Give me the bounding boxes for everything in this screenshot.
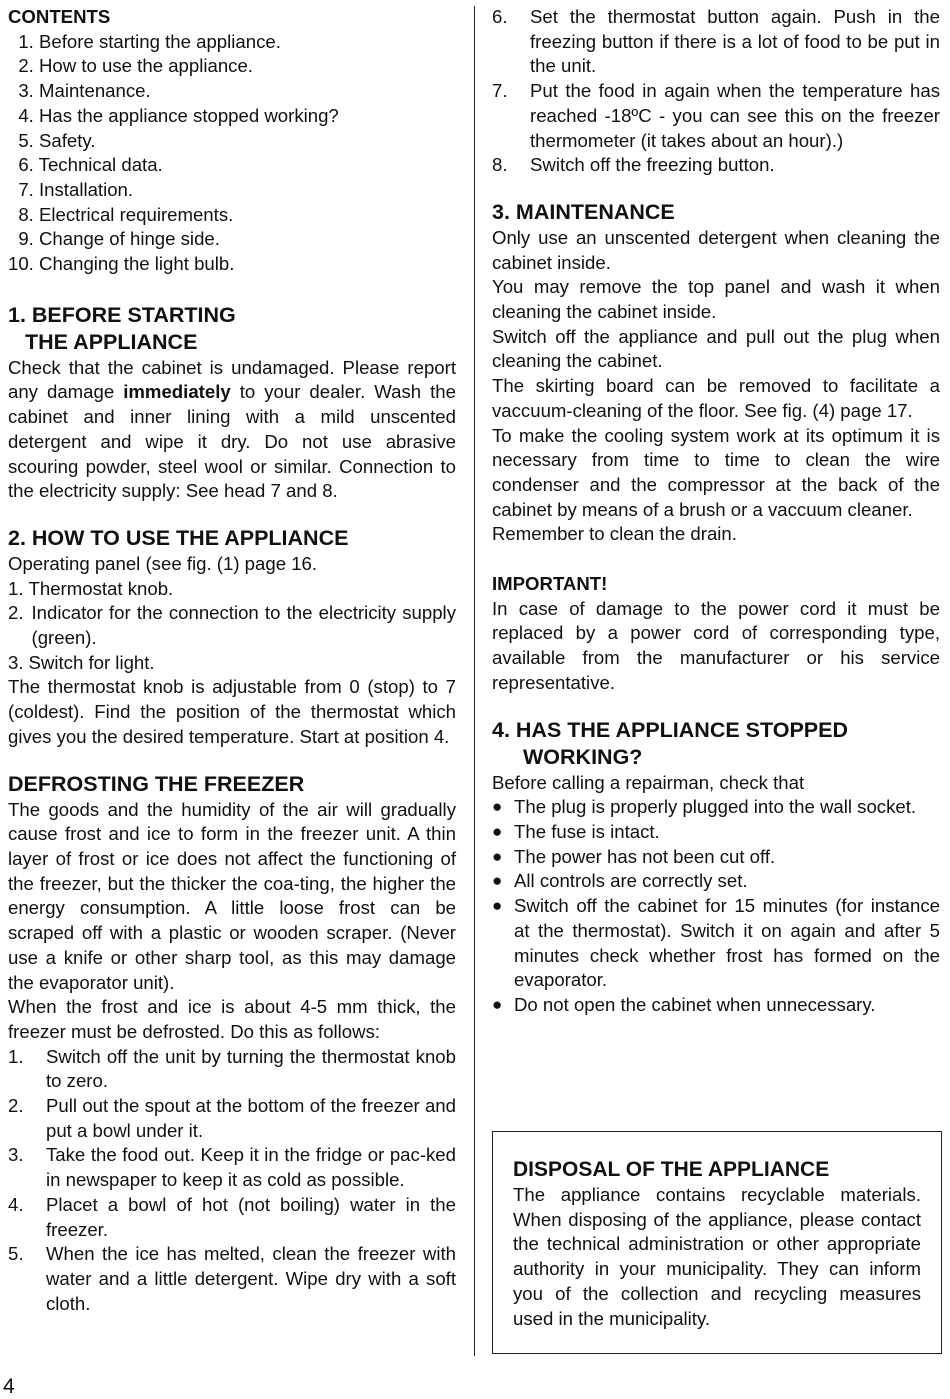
list-item bbox=[8, 651, 456, 676]
contents-item: 6. Technical data. bbox=[8, 154, 163, 176]
step-item bbox=[492, 79, 940, 153]
list-text: Thermostat knob. bbox=[28, 577, 174, 599]
section3-paragraph: Remember to clean the drain. bbox=[492, 523, 737, 545]
list-number: 2. bbox=[8, 602, 24, 624]
section2-intro: Operating panel (see fig. (1) page 16. bbox=[8, 552, 318, 574]
disposal-text: The appliance contains recyclable materials. When disposing of the appliance, please contact the technical administration or other appropriate authority in your municipality. They can inform you of the collection and recycling measures used in the municipality. bbox=[513, 1184, 921, 1329]
step-item bbox=[8, 1094, 456, 1143]
important-text: In case of damage to the power cord it must be replaced by a power cord of corresponding type, available from the manufacturer or his service representative. bbox=[492, 597, 940, 693]
right-column bbox=[492, 5, 940, 1018]
step-number: 5. bbox=[8, 1243, 24, 1265]
step-text: Placet a bowl of hot (not boiling) water in the freezer. bbox=[46, 1193, 456, 1240]
section1-text-start: Check that the cabinet is undamaged. Please report any damage bbox=[8, 356, 456, 403]
step-item bbox=[8, 1143, 456, 1192]
contents-item: 7. Installation. bbox=[8, 178, 134, 200]
step-item bbox=[492, 153, 940, 178]
checklist-item bbox=[492, 820, 940, 845]
step-text: Set the thermostat button again. Push in the freezing button if there is a lot of food to be put in the unit. bbox=[530, 6, 940, 77]
step-number: 3. bbox=[8, 1144, 24, 1166]
step-text: Switch off the unit by turning the thermostat knob to zero. bbox=[46, 1045, 456, 1092]
checklist-text: Switch off the cabinet for 15 minutes (for instance at the thermostat). Switch it on again and after 5 minutes check whether frost has formed on the evaporator. bbox=[514, 895, 940, 991]
step-text: When the ice has melted, clean the freezer with water and a little detergent. Wipe dry with a soft cloth. bbox=[46, 1243, 456, 1314]
step-number: 7. bbox=[492, 80, 508, 102]
page-number: 4 bbox=[3, 1375, 15, 1398]
section1-title: 1. BEFORE STARTING bbox=[8, 302, 236, 327]
section4-title-line2: WORKING? bbox=[523, 744, 643, 769]
contents-item: 1. Before starting the appliance. bbox=[8, 30, 281, 52]
important-title: IMPORTANT! bbox=[492, 573, 608, 595]
left-column bbox=[8, 5, 456, 1316]
defrost-text1: The goods and the humidity of the air will gradually cause frost and ice to form in the freezer unit. A thin layer of frost or ice does not affect the functioning of the freezer, but the thicker the coa-ting, the higher the energy consumption. A little loose frost can be scraped off with a plastic or wooden scraper. (Never use a knife or other sharp tool, as this may damage the evaporator unit). bbox=[8, 798, 456, 993]
checklist-item bbox=[492, 795, 940, 820]
contents-list bbox=[8, 30, 456, 277]
section1-text bbox=[8, 356, 456, 504]
step-text: Put the food in again when the temperature has reached -18ºC - you can see this on the freezer thermometer (it takes about an hour).) bbox=[530, 80, 940, 151]
disposal-title: DISPOSAL OF THE APPLIANCE bbox=[513, 1158, 830, 1181]
checklist-text: The fuse is intact. bbox=[514, 820, 660, 842]
contents-item: 9. Change of hinge side. bbox=[8, 228, 220, 250]
section3-paragraph: The skirting board can be removed to facilitate a vaccuum-cleaning of the floor. See fig. (4) page 17. bbox=[492, 375, 940, 421]
section4-title: 4. HAS THE APPLIANCE STOPPED bbox=[492, 717, 849, 742]
checklist-item bbox=[492, 869, 940, 894]
step-text: Take the food out. Keep it in the fridge or pac-ked in newspaper to keep it as cold as possible. bbox=[46, 1144, 456, 1191]
list-text: Switch for light. bbox=[28, 651, 155, 673]
checklist-text: All controls are correctly set. bbox=[514, 870, 748, 892]
list-item bbox=[8, 601, 456, 650]
checklist-text: The power has not been cut off. bbox=[514, 845, 776, 867]
contents-item: 4. Has the appliance stopped working? bbox=[8, 104, 339, 126]
checklist-item bbox=[492, 845, 940, 870]
checklist-item bbox=[492, 993, 940, 1018]
bullet-icon: ● bbox=[492, 797, 503, 817]
defrost-title: DEFROSTING THE FREEZER bbox=[8, 771, 305, 796]
bullet-icon: ● bbox=[492, 846, 503, 866]
list-item bbox=[8, 577, 456, 602]
list-number: 3. bbox=[8, 651, 24, 673]
contents-item: 10. Changing the light bulb. bbox=[8, 253, 235, 275]
step-item bbox=[8, 1045, 456, 1094]
section3-paragraph: Only use an unscented detergent when cleaning the cabinet inside. bbox=[492, 226, 940, 273]
section3-title: 3. MAINTENANCE bbox=[492, 199, 675, 224]
section3-paragraph: Switch off the appliance and pull out the plug when cleaning the cabinet. bbox=[492, 325, 940, 372]
step-number: 1. bbox=[8, 1045, 24, 1067]
bullet-icon: ● bbox=[492, 896, 503, 916]
section3-paragraph: You may remove the top panel and wash it when cleaning the cabinet inside. bbox=[492, 276, 940, 323]
step-item bbox=[8, 1193, 456, 1242]
step-number: 6. bbox=[492, 6, 508, 27]
contents-title: CONTENTS bbox=[8, 6, 111, 27]
list-number: 1. bbox=[8, 577, 24, 599]
defrost-text2: When the frost and ice is about 4-5 mm thick, the freezer must be defrosted. Do this as follows: bbox=[8, 996, 456, 1042]
contents-item: 8. Electrical requirements. bbox=[8, 203, 234, 225]
step-number: 4. bbox=[8, 1193, 24, 1215]
contents-item: 3. Maintenance. bbox=[8, 80, 151, 102]
checklist-text: Do not open the cabinet when unnecessary. bbox=[514, 993, 876, 1015]
section2-text: The thermostat knob is adjustable from 0 (stop) to 7 (coldest). Find the position of the thermostat which gives you the desired temperature. Start at position 4. bbox=[8, 676, 456, 747]
step-item bbox=[8, 1242, 456, 1316]
checklist-text: The plug is properly plugged into the wall socket. bbox=[514, 796, 917, 818]
bullet-icon: ● bbox=[492, 871, 503, 891]
section2-title: 2. HOW TO USE THE APPLIANCE bbox=[8, 525, 349, 550]
bullet-icon: ● bbox=[492, 994, 503, 1014]
bullet-icon: ● bbox=[492, 821, 503, 841]
contents-item: 5. Safety. bbox=[8, 129, 96, 151]
section3-paragraph: To make the cooling system work at its optimum it is necessary from time to time to clean the wire condenser and the compressor at the back of the cabinet by means of a brush or a vaccuum cleaner. bbox=[492, 424, 940, 520]
section1-title-line2: THE APPLIANCE bbox=[25, 329, 198, 354]
section1-text-end: to your dealer. Wash the cabinet and inner lining with a mild unscented detergent and wipe it dry. Do not use abrasive scouring powder, steel wool or similar. Connection to the electricity supply: See head 7 and 8. bbox=[8, 381, 456, 502]
section4-intro: Before calling a repairman, check that bbox=[492, 771, 805, 793]
list-text: Indicator for the connection to the electricity supply (green). bbox=[31, 602, 456, 649]
step-text: Pull out the spout at the bottom of the freezer and put a bowl under it. bbox=[46, 1095, 456, 1141]
contents-item: 2. How to use the appliance. bbox=[8, 55, 253, 77]
section1-text-bold: immediately bbox=[123, 381, 231, 403]
step-item bbox=[492, 5, 940, 79]
step-text: Switch off the freezing button. bbox=[530, 154, 775, 176]
step-number: 2. bbox=[8, 1095, 24, 1117]
disposal-box bbox=[492, 1131, 942, 1354]
checklist-item bbox=[492, 894, 940, 993]
step-number: 8. bbox=[492, 154, 508, 176]
column-divider bbox=[474, 6, 475, 1356]
